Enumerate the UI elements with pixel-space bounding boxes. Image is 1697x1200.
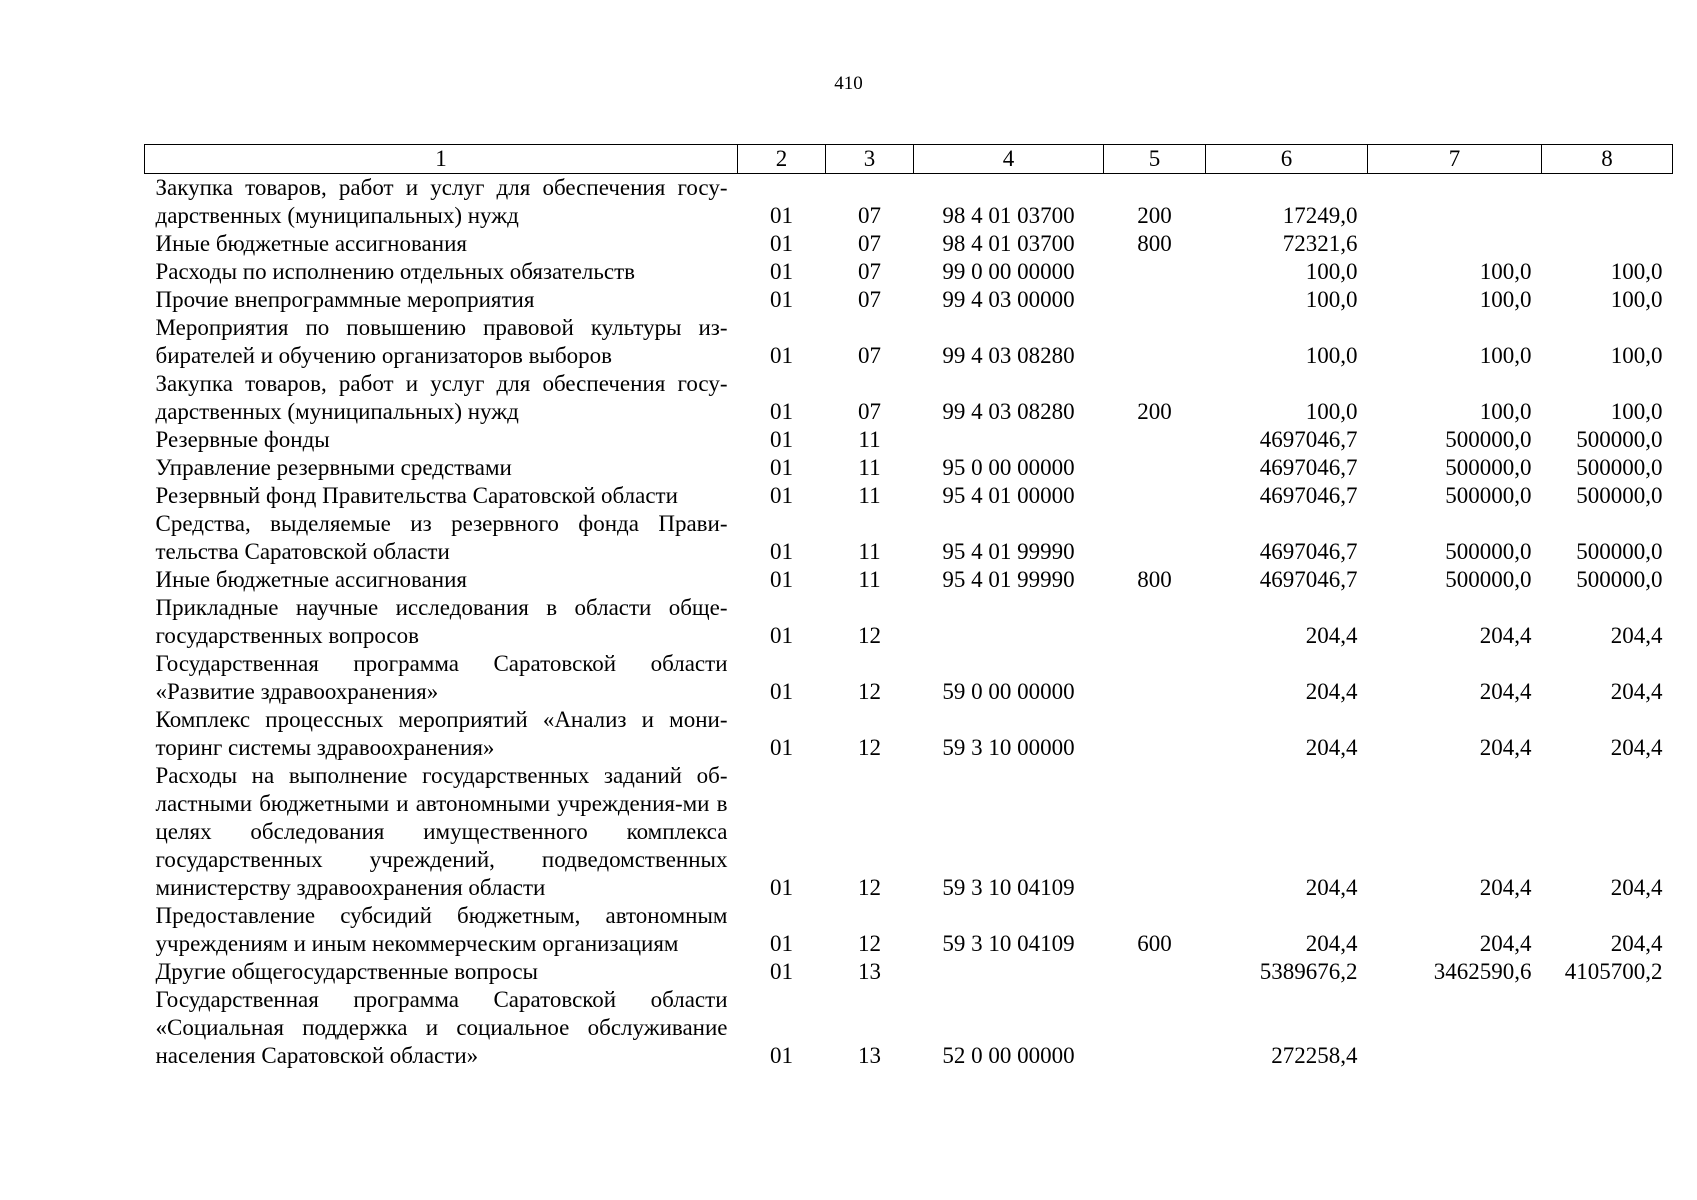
table-row bbox=[145, 314, 1673, 370]
expense-type bbox=[1104, 958, 1206, 986]
target-article: 95 4 01 99990 bbox=[942, 539, 1075, 564]
subsection-code: 07 bbox=[858, 259, 881, 284]
row-name: Закупка товаров, работ и услуг для обеспечения госу-дарственных (муниципальных) нужд bbox=[155, 371, 728, 424]
amount-year-1: 100,0 bbox=[1305, 287, 1358, 312]
expense-type: 800 bbox=[1137, 231, 1172, 256]
row-name: Прикладные научные исследования в области обще-государственных вопросов bbox=[155, 595, 728, 648]
table-body bbox=[145, 174, 1673, 1071]
section-code: 01 bbox=[770, 231, 793, 256]
section-code: 01 bbox=[770, 567, 793, 592]
subsection-code: 12 bbox=[858, 623, 881, 648]
amount-year-2: 204,4 bbox=[1479, 735, 1532, 760]
table-row bbox=[145, 482, 1673, 510]
subsection-code: 07 bbox=[858, 287, 881, 312]
row-name: Иные бюджетные ассигнования bbox=[155, 231, 467, 256]
target-article: 98 4 01 03700 bbox=[942, 203, 1075, 228]
target-article: 59 3 10 04109 bbox=[942, 931, 1075, 956]
expense-type bbox=[1104, 286, 1206, 314]
table-row bbox=[145, 230, 1673, 258]
amount-year-2: 100,0 bbox=[1479, 259, 1532, 284]
amount-year-1: 100,0 bbox=[1305, 343, 1358, 368]
row-name: Иные бюджетные ассигнования bbox=[155, 567, 467, 592]
section-code: 01 bbox=[770, 623, 793, 648]
row-name: Другие общегосударственные вопросы bbox=[155, 959, 538, 984]
subsection-code: 13 bbox=[858, 959, 881, 984]
row-name: Управление резервными средствами bbox=[155, 455, 512, 480]
amount-year-3 bbox=[1542, 986, 1673, 1070]
amount-year-1: 204,4 bbox=[1305, 623, 1358, 648]
table-row bbox=[145, 650, 1673, 706]
subsection-code: 11 bbox=[858, 455, 881, 480]
target-article: 59 3 10 00000 bbox=[942, 735, 1075, 760]
row-name: Расходы на выполнение государственных заданий об-ластными бюджетными и автономными учреждения-ми в целях обследования имущественного комплекса государственных учреждений, подведомственных министерству здравоохранения области bbox=[155, 763, 728, 900]
section-code: 01 bbox=[770, 399, 793, 424]
row-name: Расходы по исполнению отдельных обязательств bbox=[155, 259, 635, 284]
amount-year-3: 204,4 bbox=[1610, 931, 1663, 956]
table-header bbox=[145, 145, 1673, 174]
amount-year-3 bbox=[1542, 230, 1673, 258]
amount-year-1: 204,4 bbox=[1305, 875, 1358, 900]
expense-type: 600 bbox=[1137, 931, 1172, 956]
amount-year-3: 100,0 bbox=[1610, 259, 1663, 284]
target-article: 98 4 01 03700 bbox=[942, 231, 1075, 256]
amount-year-3: 500000,0 bbox=[1576, 539, 1663, 564]
expense-type bbox=[1104, 510, 1206, 566]
subsection-code: 12 bbox=[858, 735, 881, 760]
amount-year-3: 100,0 bbox=[1610, 343, 1663, 368]
header-col-3: 3 bbox=[826, 145, 914, 174]
amount-year-3: 204,4 bbox=[1610, 875, 1663, 900]
section-code: 01 bbox=[770, 735, 793, 760]
amount-year-2: 204,4 bbox=[1479, 875, 1532, 900]
target-article: 99 0 00 00000 bbox=[942, 259, 1075, 284]
amount-year-2: 100,0 bbox=[1479, 343, 1532, 368]
amount-year-1: 4697046,7 bbox=[1259, 427, 1358, 452]
table-row bbox=[145, 426, 1673, 454]
amount-year-3 bbox=[1542, 174, 1673, 231]
expense-type: 200 bbox=[1137, 203, 1172, 228]
row-name: Предоставление субсидий бюджетным, автономным учреждениям и иным некоммерческим организациям bbox=[155, 903, 728, 956]
amount-year-2: 100,0 bbox=[1479, 287, 1532, 312]
target-article: 95 4 01 00000 bbox=[942, 483, 1075, 508]
expense-type bbox=[1104, 258, 1206, 286]
expense-type bbox=[1104, 426, 1206, 454]
expense-type bbox=[1104, 706, 1206, 762]
expense-type bbox=[1104, 650, 1206, 706]
amount-year-3: 100,0 bbox=[1610, 399, 1663, 424]
subsection-code: 11 bbox=[858, 567, 881, 592]
expense-type bbox=[1104, 986, 1206, 1070]
target-article: 59 0 00 00000 bbox=[942, 679, 1075, 704]
amount-year-3: 500000,0 bbox=[1576, 567, 1663, 592]
amount-year-3: 500000,0 bbox=[1576, 455, 1663, 480]
header-col-7: 7 bbox=[1368, 145, 1542, 174]
amount-year-2: 204,4 bbox=[1479, 679, 1532, 704]
amount-year-1: 204,4 bbox=[1305, 931, 1358, 956]
row-name: Резервный фонд Правительства Саратовской области bbox=[155, 483, 678, 508]
table-row bbox=[145, 762, 1673, 902]
expense-type bbox=[1104, 482, 1206, 510]
section-code: 01 bbox=[770, 427, 793, 452]
subsection-code: 07 bbox=[858, 203, 881, 228]
amount-year-3: 4105700,2 bbox=[1564, 959, 1663, 984]
subsection-code: 12 bbox=[858, 931, 881, 956]
amount-year-2: 204,4 bbox=[1479, 623, 1532, 648]
target-article bbox=[914, 958, 1104, 986]
row-name: Комплекс процессных мероприятий «Анализ и мони-торинг системы здравоохранения» bbox=[155, 707, 728, 760]
amount-year-2: 3462590,6 bbox=[1433, 959, 1532, 984]
row-name: Государственная программа Саратовской области «Социальная поддержка и социальное обслуживание населения Саратовской области» bbox=[155, 987, 728, 1068]
section-code: 01 bbox=[770, 539, 793, 564]
section-code: 01 bbox=[770, 931, 793, 956]
header-col-4: 4 bbox=[914, 145, 1104, 174]
amount-year-2: 500000,0 bbox=[1445, 483, 1532, 508]
expense-type bbox=[1104, 594, 1206, 650]
expense-type bbox=[1104, 454, 1206, 482]
amount-year-1: 4697046,7 bbox=[1259, 567, 1358, 592]
section-code: 01 bbox=[770, 483, 793, 508]
target-article: 52 0 00 00000 bbox=[942, 1043, 1075, 1068]
header-col-2: 2 bbox=[738, 145, 826, 174]
subsection-code: 13 bbox=[858, 1043, 881, 1068]
section-code: 01 bbox=[770, 455, 793, 480]
amount-year-2: 204,4 bbox=[1479, 931, 1532, 956]
expense-type bbox=[1104, 314, 1206, 370]
amount-year-2: 100,0 bbox=[1479, 399, 1532, 424]
section-code: 01 bbox=[770, 959, 793, 984]
budget-table bbox=[144, 144, 1673, 1070]
expense-type bbox=[1104, 762, 1206, 902]
amount-year-3: 204,4 bbox=[1610, 735, 1663, 760]
table-row bbox=[145, 986, 1673, 1070]
amount-year-3: 500000,0 bbox=[1576, 427, 1663, 452]
amount-year-3: 500000,0 bbox=[1576, 483, 1663, 508]
table-row bbox=[145, 902, 1673, 958]
section-code: 01 bbox=[770, 287, 793, 312]
expense-type: 800 bbox=[1137, 567, 1172, 592]
header-row bbox=[145, 145, 1673, 174]
target-article bbox=[914, 426, 1104, 454]
section-code: 01 bbox=[770, 259, 793, 284]
amount-year-1: 5389676,2 bbox=[1259, 959, 1358, 984]
amount-year-1: 100,0 bbox=[1305, 259, 1358, 284]
subsection-code: 12 bbox=[858, 679, 881, 704]
amount-year-1: 272258,4 bbox=[1271, 1043, 1358, 1068]
amount-year-2: 500000,0 bbox=[1445, 539, 1532, 564]
amount-year-3: 204,4 bbox=[1610, 679, 1663, 704]
target-article: 99 4 03 00000 bbox=[942, 287, 1075, 312]
table-row bbox=[145, 174, 1673, 231]
subsection-code: 07 bbox=[858, 231, 881, 256]
header-col-6: 6 bbox=[1206, 145, 1368, 174]
subsection-code: 07 bbox=[858, 343, 881, 368]
target-article: 99 4 03 08280 bbox=[942, 343, 1075, 368]
row-name: Средства, выделяемые из резервного фонда Прави-тельства Саратовской области bbox=[155, 511, 728, 564]
table-row bbox=[145, 286, 1673, 314]
amount-year-1: 4697046,7 bbox=[1259, 539, 1358, 564]
row-name: Резервные фонды bbox=[155, 427, 330, 452]
amount-year-1: 4697046,7 bbox=[1259, 455, 1358, 480]
amount-year-1: 72321,6 bbox=[1282, 231, 1358, 256]
amount-year-3: 204,4 bbox=[1610, 623, 1663, 648]
row-name: Закупка товаров, работ и услуг для обеспечения госу-дарственных (муниципальных) нужд bbox=[155, 175, 728, 228]
amount-year-2 bbox=[1368, 230, 1542, 258]
target-article: 59 3 10 04109 bbox=[942, 875, 1075, 900]
target-article: 95 0 00 00000 bbox=[942, 455, 1075, 480]
header-col-8: 8 bbox=[1542, 145, 1673, 174]
section-code: 01 bbox=[770, 679, 793, 704]
table-row bbox=[145, 370, 1673, 426]
subsection-code: 11 bbox=[858, 427, 881, 452]
expense-type: 200 bbox=[1137, 399, 1172, 424]
row-name: Государственная программа Саратовской области «Развитие здравоохранения» bbox=[155, 651, 728, 704]
header-col-1: 1 bbox=[145, 145, 738, 174]
amount-year-2: 500000,0 bbox=[1445, 455, 1532, 480]
table-row bbox=[145, 594, 1673, 650]
subsection-code: 11 bbox=[858, 539, 881, 564]
table-row bbox=[145, 258, 1673, 286]
table-row bbox=[145, 454, 1673, 482]
page-number: 410 bbox=[834, 73, 863, 94]
section-code: 01 bbox=[770, 203, 793, 228]
amount-year-1: 204,4 bbox=[1305, 679, 1358, 704]
subsection-code: 12 bbox=[858, 875, 881, 900]
row-name: Прочие внепрограммные мероприятия bbox=[155, 287, 535, 312]
section-code: 01 bbox=[770, 1043, 793, 1068]
section-code: 01 bbox=[770, 875, 793, 900]
header-col-5: 5 bbox=[1104, 145, 1206, 174]
row-name: Мероприятия по повышению правовой культуры из-бирателей и обучению организаторов выборов bbox=[155, 315, 728, 368]
amount-year-1: 17249,0 bbox=[1282, 203, 1358, 228]
amount-year-1: 100,0 bbox=[1305, 399, 1358, 424]
table-row bbox=[145, 958, 1673, 986]
table-row bbox=[145, 510, 1673, 566]
amount-year-3: 100,0 bbox=[1610, 287, 1663, 312]
subsection-code: 11 bbox=[858, 483, 881, 508]
amount-year-2 bbox=[1368, 174, 1542, 231]
target-article: 99 4 03 08280 bbox=[942, 399, 1075, 424]
target-article bbox=[914, 594, 1104, 650]
table-row bbox=[145, 706, 1673, 762]
subsection-code: 07 bbox=[858, 399, 881, 424]
amount-year-2: 500000,0 bbox=[1445, 427, 1532, 452]
amount-year-1: 204,4 bbox=[1305, 735, 1358, 760]
table-row bbox=[145, 566, 1673, 594]
section-code: 01 bbox=[770, 343, 793, 368]
target-article: 95 4 01 99990 bbox=[942, 567, 1075, 592]
amount-year-1: 4697046,7 bbox=[1259, 483, 1358, 508]
amount-year-2: 500000,0 bbox=[1445, 567, 1532, 592]
amount-year-2 bbox=[1368, 986, 1542, 1070]
